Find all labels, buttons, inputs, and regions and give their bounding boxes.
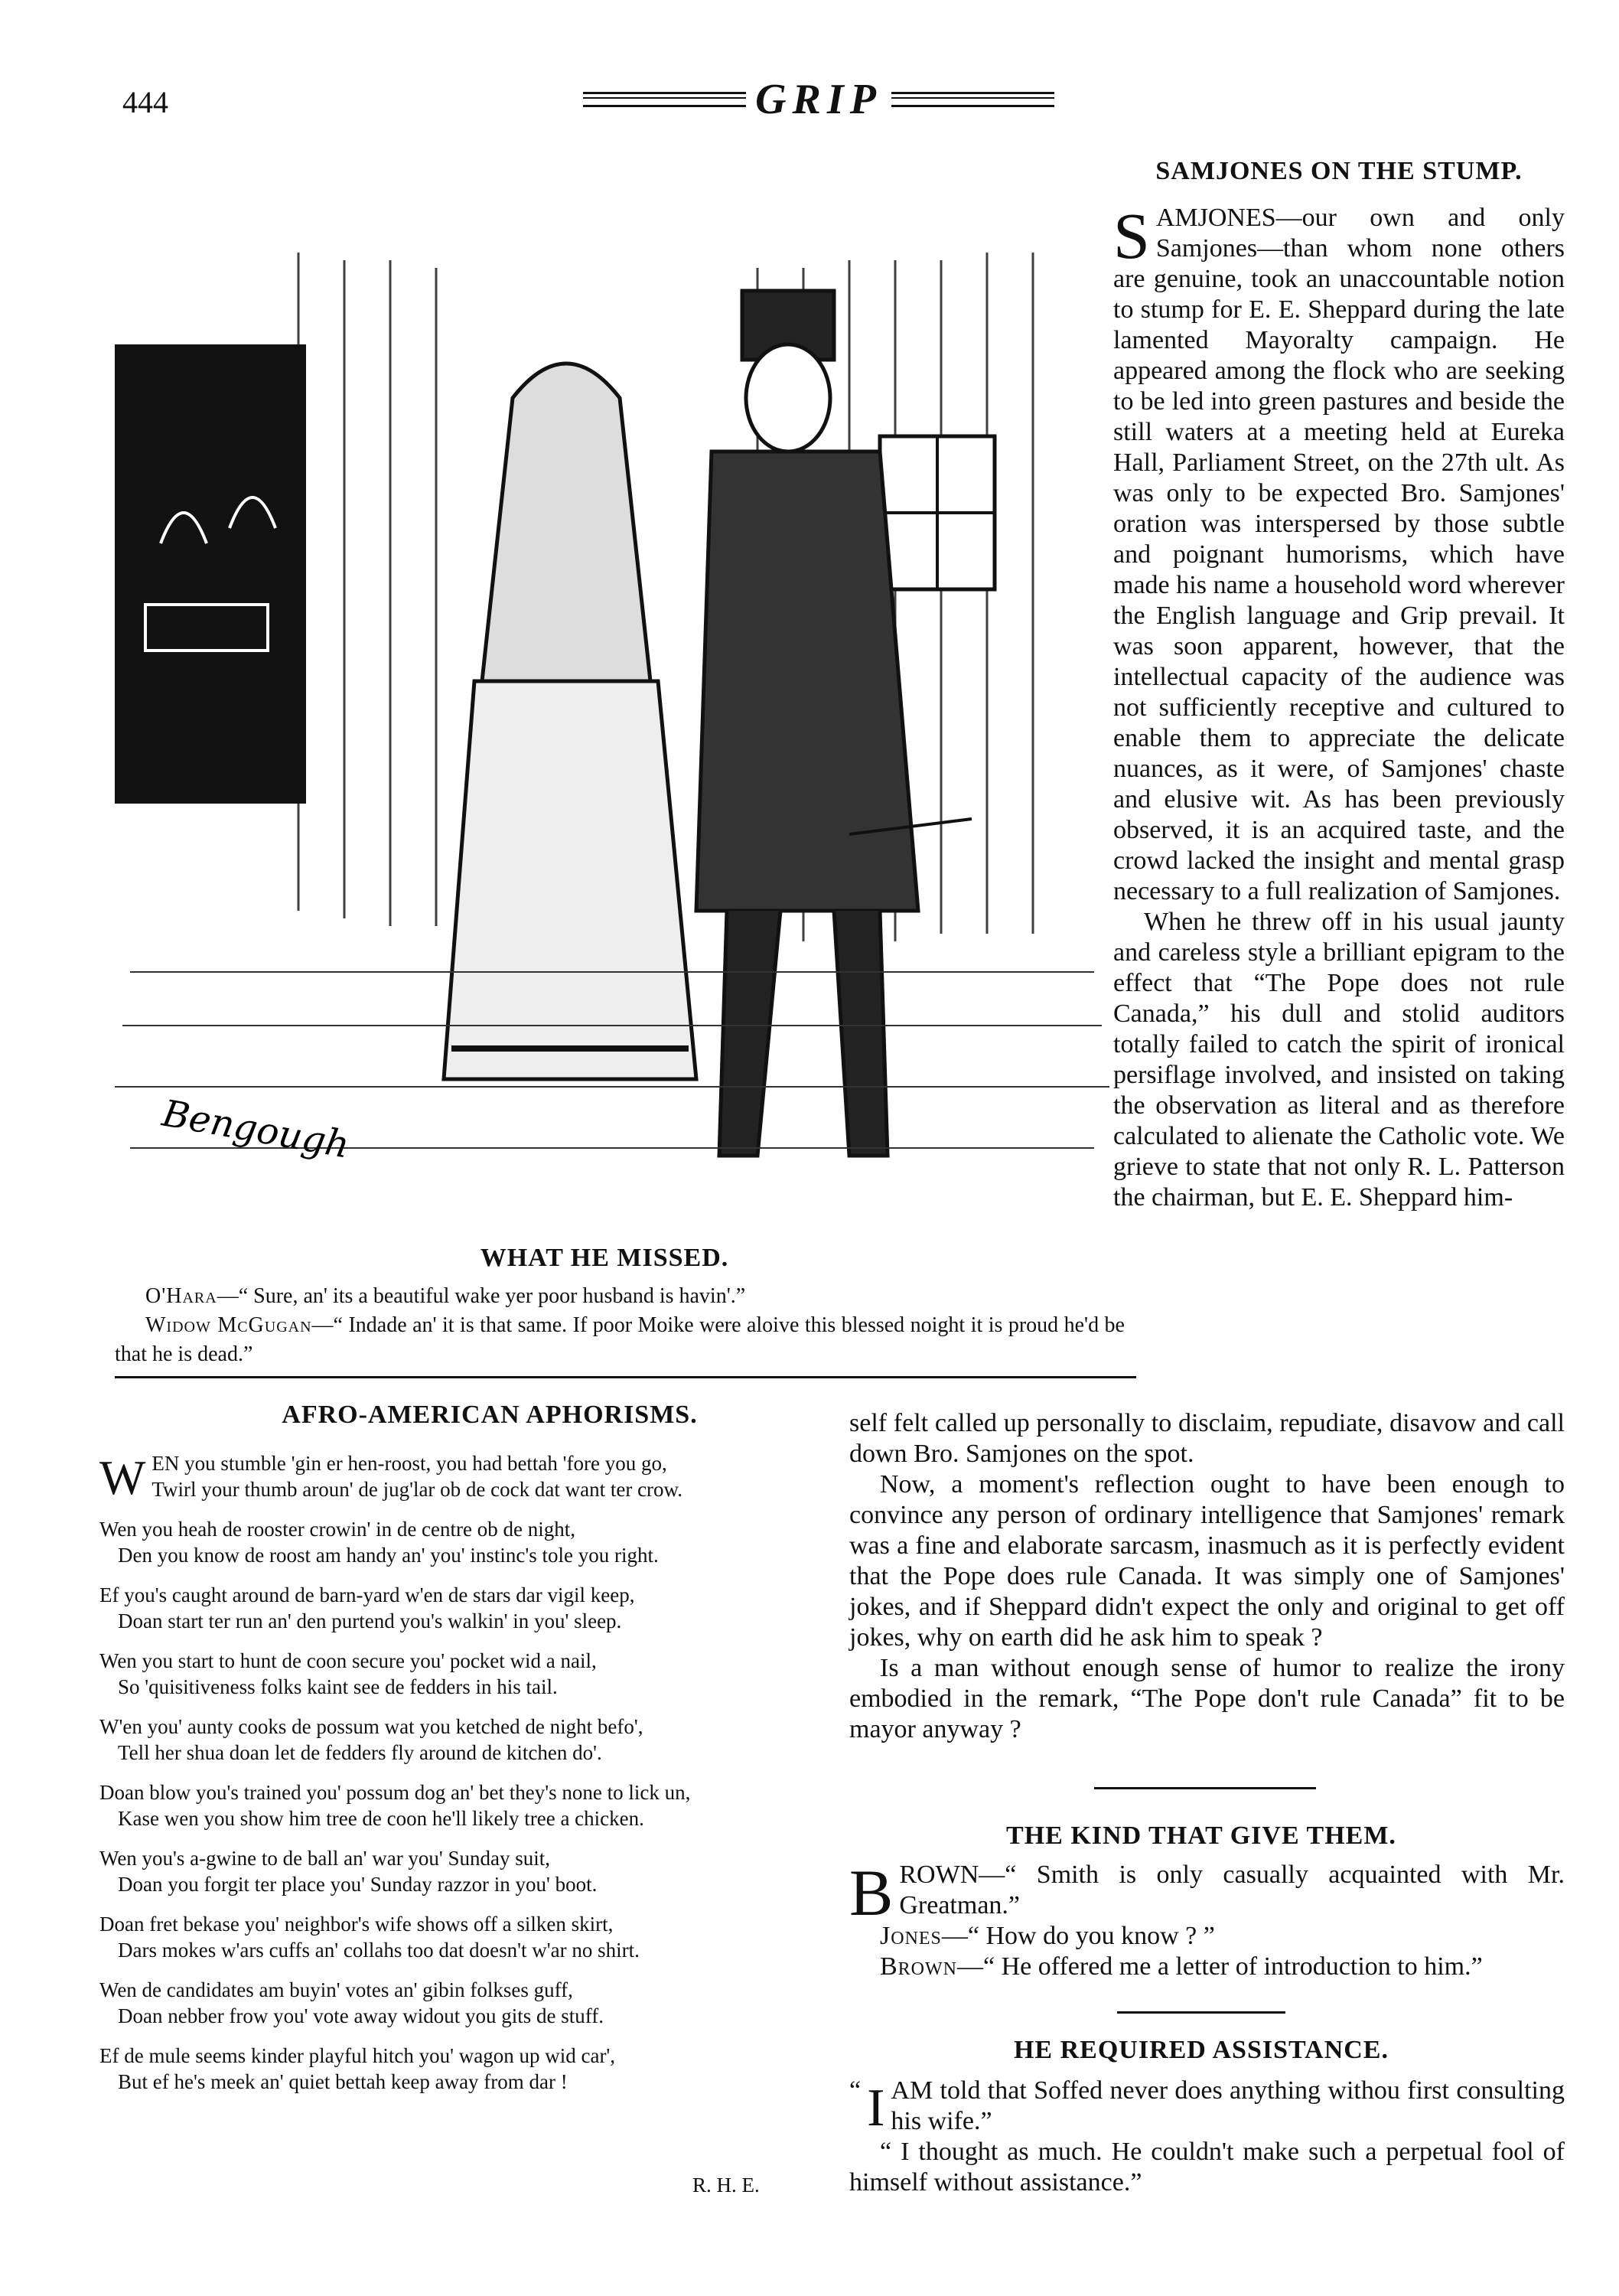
cartoon-title: WHAT HE MISSED.: [480, 1244, 729, 1272]
artist-signature: Bengough: [158, 1091, 353, 1167]
kind-dropcap: B: [849, 1856, 894, 1929]
kind-line-2-speaker: Jones: [880, 1922, 942, 1950]
kind-headline: THE KIND THAT GIVE THEM.: [1006, 1821, 1396, 1850]
poem-line: Doan nebber frow you' vote away widout you gits de stuff.: [118, 2004, 604, 2027]
samjones-column: [1113, 199, 1565, 1213]
caption-text-2: —“ Indade an' it is that same. If poor Moike were aloive this blessed noight it is proud he'd be that he is dead.”: [115, 1313, 1125, 1366]
poem-line: Doan blow you's trained you' possum dog an' bet they's none to lick un,: [99, 1781, 691, 1804]
poem-line: Dars mokes w'ars cuffs an' collahs too dat doesn't w'ar no shirt.: [118, 1939, 640, 1962]
samjones-paragraph-1: AMJONES—our own and only Samjones—than whom none others are genuine, took an unaccountable notion to stump for E. E. Sheppard during the late lamented Mayoralty campaign. He appeared among the flock who are seeking to be led into green pastures and beside the still waters at a meeting held at Eureka Hall, Parliament Street, on the 27th ult. As was only to be expected Bro. Samjones' oration was interspersed by those subtle and poignant humorisms, which have made his name a household word wherever the English language and Grip prevail. It was soon apparent, however, that the intellectual capacity of the audience was not sufficiently receptive and cultured to enable them to appreciate the delicate nuances, as it were, of Samjones' chaste and elusive wit. As has been previously observed, it is an acquired taste, and the crowd lacked the insight and mental grasp necessary to a full realization of Samjones.: [1113, 204, 1565, 905]
divider-short-1: [1094, 1787, 1316, 1789]
poem-body: [99, 1450, 819, 2108]
section-divider: [115, 1376, 1136, 1378]
poem-stanza: [99, 1911, 819, 1963]
poem-headline: AFRO-AMERICAN APHORISMS.: [282, 1401, 698, 1429]
samjones-paragraph-3: Now, a moment's reflection ought to have been enough to convince any person of ordinary intelligence that Samjones' remark was a fine and elaborate sarcasm, inasmuch as it is perfectly evident that the Pope does rule Canada. It was simply one of Samjones' jokes, and if Sheppard didn't expect the only and original to get off jokes, why on earth did he ask him to speak ?: [849, 1470, 1565, 1652]
masthead-rule-left: [583, 92, 746, 107]
poem-stanza: [99, 1714, 819, 1766]
samjones-paragraph-2a: When he threw off in his usual jaunty and careless style a brilliant epigram to the effect that “The Pope does not rule Canada,” his dull and stolid auditors totally failed to catch the spirit of ironical persiflage involved, and insisted on taking the observation as literal and as therefore calculated to alienate the Catholic vote. We grieve to state that not only R. L. Patterson the chairman, but E. E. Sheppard him-: [1113, 908, 1565, 1212]
poem-line: Wen you start to hunt de coon secure you' pocket wid a nail,: [99, 1649, 597, 1672]
assistance-dropcap: I: [867, 2079, 885, 2138]
poem-stanza: [99, 1648, 819, 1700]
poem-stanza: [99, 2043, 819, 2095]
cartoon-illustration: [115, 145, 1109, 1232]
poem-signature: R. H. E.: [692, 2174, 760, 2197]
caption-speaker-2: Widow McGugan: [145, 1313, 312, 1337]
poem-line: EN you stumble 'gin er hen-roost, you had bettah 'fore you go,: [151, 1452, 667, 1475]
poem-line: Wen you heah de rooster crowin' in de centre ob de night,: [99, 1518, 575, 1541]
cartoon-caption: [115, 1282, 1125, 1369]
samjones-headline: SAMJONES ON THE STUMP.: [1155, 157, 1523, 185]
kind-line-1: —“ Smith is only casually acquainted with Mr. Greatman.”: [899, 1861, 1565, 1919]
kind-line-1-speaker: ROWN: [899, 1861, 979, 1889]
kind-line-2: —“ How do you know ? ”: [941, 1922, 1215, 1950]
poem-stanza: [99, 1779, 819, 1831]
assistance-line-1: AM told that Soffed never does anything withou first consulting his wife.”: [891, 2076, 1565, 2135]
caption-speaker-1: O'Hara: [145, 1284, 217, 1308]
poem-stanza: [99, 1450, 819, 1505]
poem-line: Ef you's caught around de barn-yard w'en de stars dar vigil keep,: [99, 1583, 635, 1606]
divider-short-2: [1117, 2011, 1285, 2014]
assistance-open-quote: “: [849, 2076, 862, 2105]
poem-line: Doan fret bekase you' neighbor's wife shows off a silken skirt,: [99, 1913, 614, 1936]
poem-stanza: [99, 1845, 819, 1897]
poem-dropcap: W: [99, 1450, 146, 1505]
poem-line: Doan start ter run an' den purtend you's walkin' in you' sleep.: [118, 1609, 622, 1632]
samjones-dropcap: S: [1113, 199, 1150, 272]
page-number: 444: [122, 85, 168, 119]
dark-doorway: [115, 344, 306, 804]
poem-line: Den you know de roost am handy an' you' instinc's tole you right.: [118, 1544, 659, 1567]
samjones-paragraph-4: Is a man without enough sense of humor to realize the irony embodied in the remark, “The Pope don't rule Canada” fit to be mayor anyway ?: [849, 1654, 1565, 1743]
poem-line: But ef he's meek an' quiet bettah keep away from dar !: [118, 2070, 568, 2093]
poem-line: Doan you forgit ter place you' Sunday razzor in you' boot.: [118, 1873, 598, 1896]
poem-line: Kase wen you show him tree de coon he'll likely tree a chicken.: [118, 1807, 644, 1830]
poem-line: Twirl your thumb aroun' de jug'lar ob de cock dat want ter crow.: [151, 1478, 683, 1501]
masthead-title: GRIP: [755, 76, 882, 123]
poem-line: Wen you's a-gwine to de ball an' war you' Sunday suit,: [99, 1847, 551, 1870]
kind-line-3: —“ He offered me a letter of introduction to him.”: [957, 1952, 1483, 1981]
poem-stanza: [99, 1516, 819, 1568]
poem-line: W'en you' aunty cooks de possum wat you ketched de night befo',: [99, 1715, 643, 1738]
assistance-body: [849, 2076, 1565, 2198]
poem-line: Tell her shua doan let de fedders fly around de kitchen do'.: [118, 1741, 602, 1764]
poem-line: Wen de candidates am buyin' votes an' gibin folkses guff,: [99, 1978, 573, 2001]
poem-stanza: [99, 1582, 819, 1634]
poem-stanza: [99, 1977, 819, 2029]
poem-line: Ef de mule seems kinder playful hitch you' wagon up wid car',: [99, 2044, 616, 2067]
caption-text-1: —“ Sure, an' its a beautiful wake yer poor husband is havin'.”: [217, 1284, 746, 1308]
samjones-paragraph-2b: self felt called up personally to disclaim, repudiate, disavow and call down Bro. Samjones on the spot.: [849, 1409, 1565, 1468]
kind-line-3-speaker: Brown: [880, 1952, 958, 1981]
assistance-line-2: “ I thought as much. He couldn't make such a perpetual fool of himself without assistance.”: [849, 2138, 1565, 2197]
assistance-headline: HE REQUIRED ASSISTANCE.: [1013, 2036, 1389, 2064]
poem-line: So 'quisitiveness folks kaint see de fedders in his tail.: [118, 1675, 558, 1698]
masthead-rule-right: [891, 92, 1054, 107]
kind-body: [849, 1856, 1565, 1982]
masthead: [574, 77, 1064, 122]
samjones-continued: [849, 1408, 1565, 1745]
